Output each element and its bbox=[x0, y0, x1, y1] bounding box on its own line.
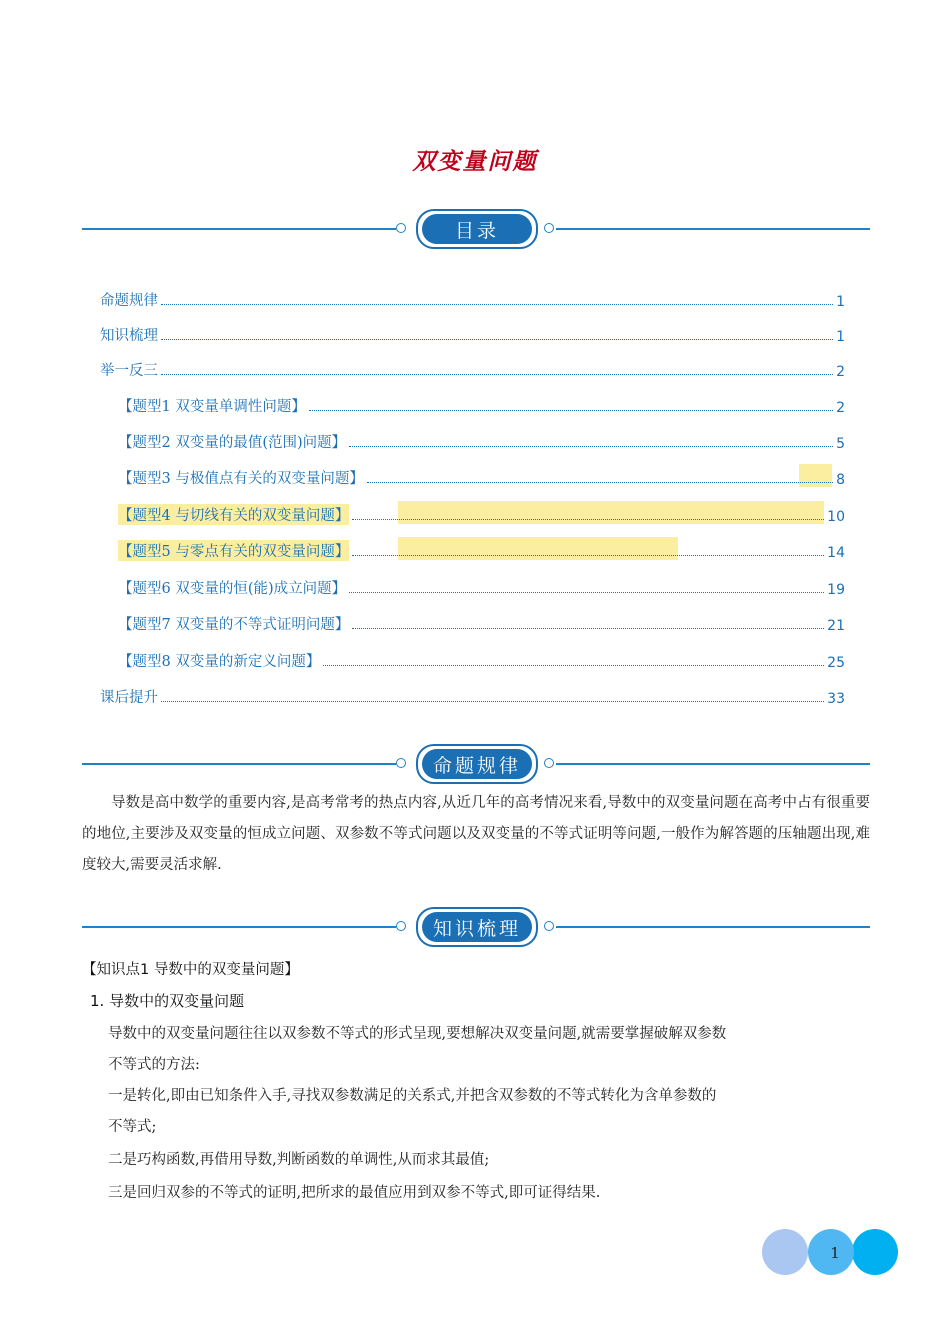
toc-item[interactable] bbox=[100, 321, 845, 345]
toc-item-page: 33 bbox=[827, 691, 845, 707]
header-pill bbox=[416, 209, 538, 249]
toc-leader bbox=[161, 303, 833, 305]
header-rule-left bbox=[82, 763, 396, 765]
toc-item[interactable] bbox=[100, 683, 845, 707]
toc-item-label: 【题型5 与零点有关的双变量问题】 bbox=[118, 540, 349, 561]
header-rule-right bbox=[556, 228, 870, 230]
body-line: 二是巧构函数,再借用导数,判断函数的单调性,从而求其最值; bbox=[108, 1152, 490, 1168]
toc-leader bbox=[161, 373, 833, 375]
toc-leader bbox=[161, 700, 824, 702]
toc-item-label: 【题型4 与切线有关的双变量问题】 bbox=[118, 504, 349, 525]
body-line: 一是转化,即由已知条件入手,寻找双参数满足的关系式,并把含双参数的不等式转化为含单参数的 bbox=[108, 1088, 717, 1104]
toc-header bbox=[82, 209, 870, 249]
toc-leader bbox=[323, 664, 824, 666]
body-line: 导数中的双变量问题往往以双参数不等式的形式呈现,要想解决双变量问题,就需要掌握破解双参数 bbox=[108, 1026, 727, 1042]
toc-header-label: 目录 bbox=[422, 214, 532, 244]
subsection-title: 1. 导数中的双变量问题 bbox=[90, 992, 245, 1010]
header-pill bbox=[416, 907, 538, 947]
header-dot-right bbox=[544, 223, 554, 233]
toc-item-page: 14 bbox=[827, 545, 845, 561]
page-badge-circle bbox=[762, 1229, 808, 1275]
toc-item-page: 10 bbox=[827, 509, 845, 525]
toc-leader bbox=[352, 554, 824, 556]
toc-item-page: 1 bbox=[836, 329, 845, 345]
header-dot-left bbox=[396, 223, 406, 233]
header-pill bbox=[416, 744, 538, 784]
page-badge-circle bbox=[852, 1229, 898, 1275]
toc-item[interactable] bbox=[100, 356, 845, 380]
header-dot-left bbox=[396, 758, 406, 768]
toc-item-page: 8 bbox=[836, 472, 845, 488]
toc-item-label: 知识梳理 bbox=[100, 328, 158, 344]
toc-item-label: 【题型8 双变量的新定义问题】 bbox=[118, 654, 321, 670]
knowledge-point-title: 【知识点1 导数中的双变量问题】 bbox=[82, 962, 299, 978]
toc-item-label: 命题规律 bbox=[100, 293, 158, 309]
toc-leader bbox=[367, 481, 833, 483]
header-rule-left bbox=[82, 228, 396, 230]
toc-item-label: 【题型3 与极值点有关的双变量问题】 bbox=[118, 471, 364, 487]
document-title: 双变量问题 bbox=[412, 148, 538, 175]
toc-item-page: 19 bbox=[827, 582, 845, 598]
section-header-knowledge bbox=[82, 907, 870, 947]
header-rule-left bbox=[82, 926, 396, 928]
toc-item[interactable] bbox=[118, 647, 845, 671]
body-line: 三是回归双参的不等式的证明,把所求的最值应用到双参不等式,即可证得结果. bbox=[108, 1185, 601, 1201]
toc-leader bbox=[161, 338, 833, 340]
toc-item[interactable] bbox=[118, 501, 845, 525]
section-header-rules bbox=[82, 744, 870, 784]
intro-paragraph: 导数是高中数学的重要内容,是高考常考的热点内容,从近几年的高考情况来看,导数中的双变量问题在高考中占有很重要的地位,主要涉及双变量的恒成立问题、双参数不等式问题以及双变量的不等式证明等问题,一般作为解答题的压轴题出现,难度较大,需要灵活求解. bbox=[82, 795, 870, 873]
toc-item[interactable] bbox=[118, 610, 845, 634]
toc-item-label: 【题型2 双变量的最值(范围)问题】 bbox=[118, 435, 347, 451]
header-dot-left bbox=[396, 921, 406, 931]
toc-item[interactable] bbox=[118, 428, 845, 452]
toc-leader bbox=[349, 445, 833, 447]
toc-item[interactable] bbox=[118, 574, 845, 598]
header-dot-right bbox=[544, 758, 554, 768]
toc-item-page: 2 bbox=[836, 400, 845, 416]
body-line: 不等式; bbox=[108, 1119, 157, 1135]
toc-leader bbox=[309, 409, 833, 411]
toc-leader bbox=[352, 627, 824, 629]
header-dot-right bbox=[544, 921, 554, 931]
section-header-label: 知识梳理 bbox=[422, 912, 532, 942]
toc-leader bbox=[352, 518, 824, 520]
body-line: 不等式的方法: bbox=[108, 1057, 200, 1073]
toc-item-label: 【题型6 双变量的恒(能)成立问题】 bbox=[118, 581, 347, 597]
toc-item-page: 1 bbox=[836, 294, 845, 310]
page-number: 1 bbox=[830, 1244, 840, 1262]
toc-item[interactable] bbox=[118, 537, 845, 561]
header-rule-right bbox=[556, 763, 870, 765]
header-rule-right bbox=[556, 926, 870, 928]
toc-item-label: 【题型7 双变量的不等式证明问题】 bbox=[118, 617, 350, 633]
toc-item-label: 【题型1 双变量单调性问题】 bbox=[118, 399, 306, 415]
toc-item-page: 21 bbox=[827, 618, 845, 634]
section-header-label: 命题规律 bbox=[422, 749, 532, 779]
toc-item[interactable] bbox=[118, 392, 845, 416]
toc-item[interactable] bbox=[100, 286, 845, 310]
toc-item-page: 2 bbox=[836, 364, 845, 380]
toc-item-page: 25 bbox=[827, 655, 845, 671]
toc-leader bbox=[349, 591, 824, 593]
toc-item[interactable] bbox=[118, 464, 845, 488]
toc-item-page: 5 bbox=[836, 436, 845, 452]
toc-item-label: 课后提升 bbox=[100, 690, 158, 706]
toc-item-label: 举一反三 bbox=[100, 363, 158, 379]
